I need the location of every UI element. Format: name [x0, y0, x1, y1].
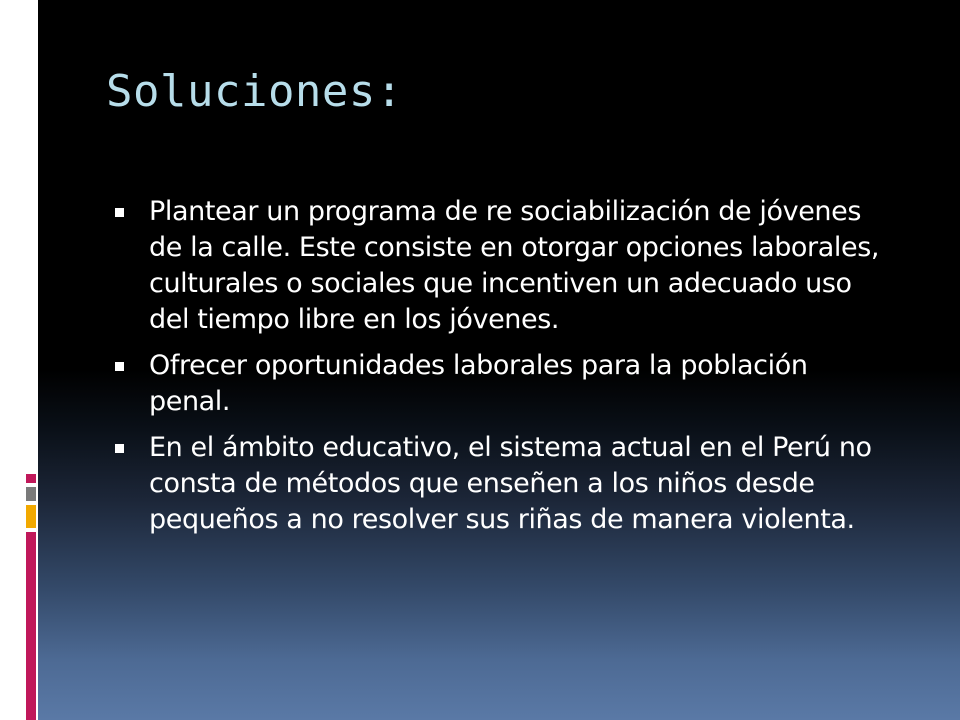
- bullet-text: En el ámbito educativo, el sistema actual en el Perú no consta de métodos que enseñen a los niños desde pequeños a no resolver sus riñas de manera violenta.: [149, 432, 872, 535]
- decor-bar-magenta-top: [26, 474, 36, 483]
- bullet-item-3: [115, 430, 895, 538]
- bullet-item-2: [115, 348, 895, 420]
- slide-title: Soluciones:: [106, 66, 403, 117]
- bullet-text: Plantear un programa de re sociabilización de jóvenes de la calle. Este consiste en otorgar opciones laborales, culturales o sociales que incentiven un adecuado uso del tiempo libre en los jóvenes.: [149, 196, 880, 335]
- decor-bar-gold: [26, 505, 36, 528]
- bullet-text: Ofrecer oportunidades laborales para la población penal.: [149, 350, 808, 417]
- bullet-list: [115, 194, 895, 548]
- decor-bar-magenta-long: [26, 532, 36, 720]
- decor-bar-gray: [26, 487, 36, 501]
- bullet-item-1: [115, 194, 895, 338]
- square-bullet-icon: [115, 362, 124, 371]
- square-bullet-icon: [115, 444, 124, 453]
- square-bullet-icon: [115, 208, 124, 217]
